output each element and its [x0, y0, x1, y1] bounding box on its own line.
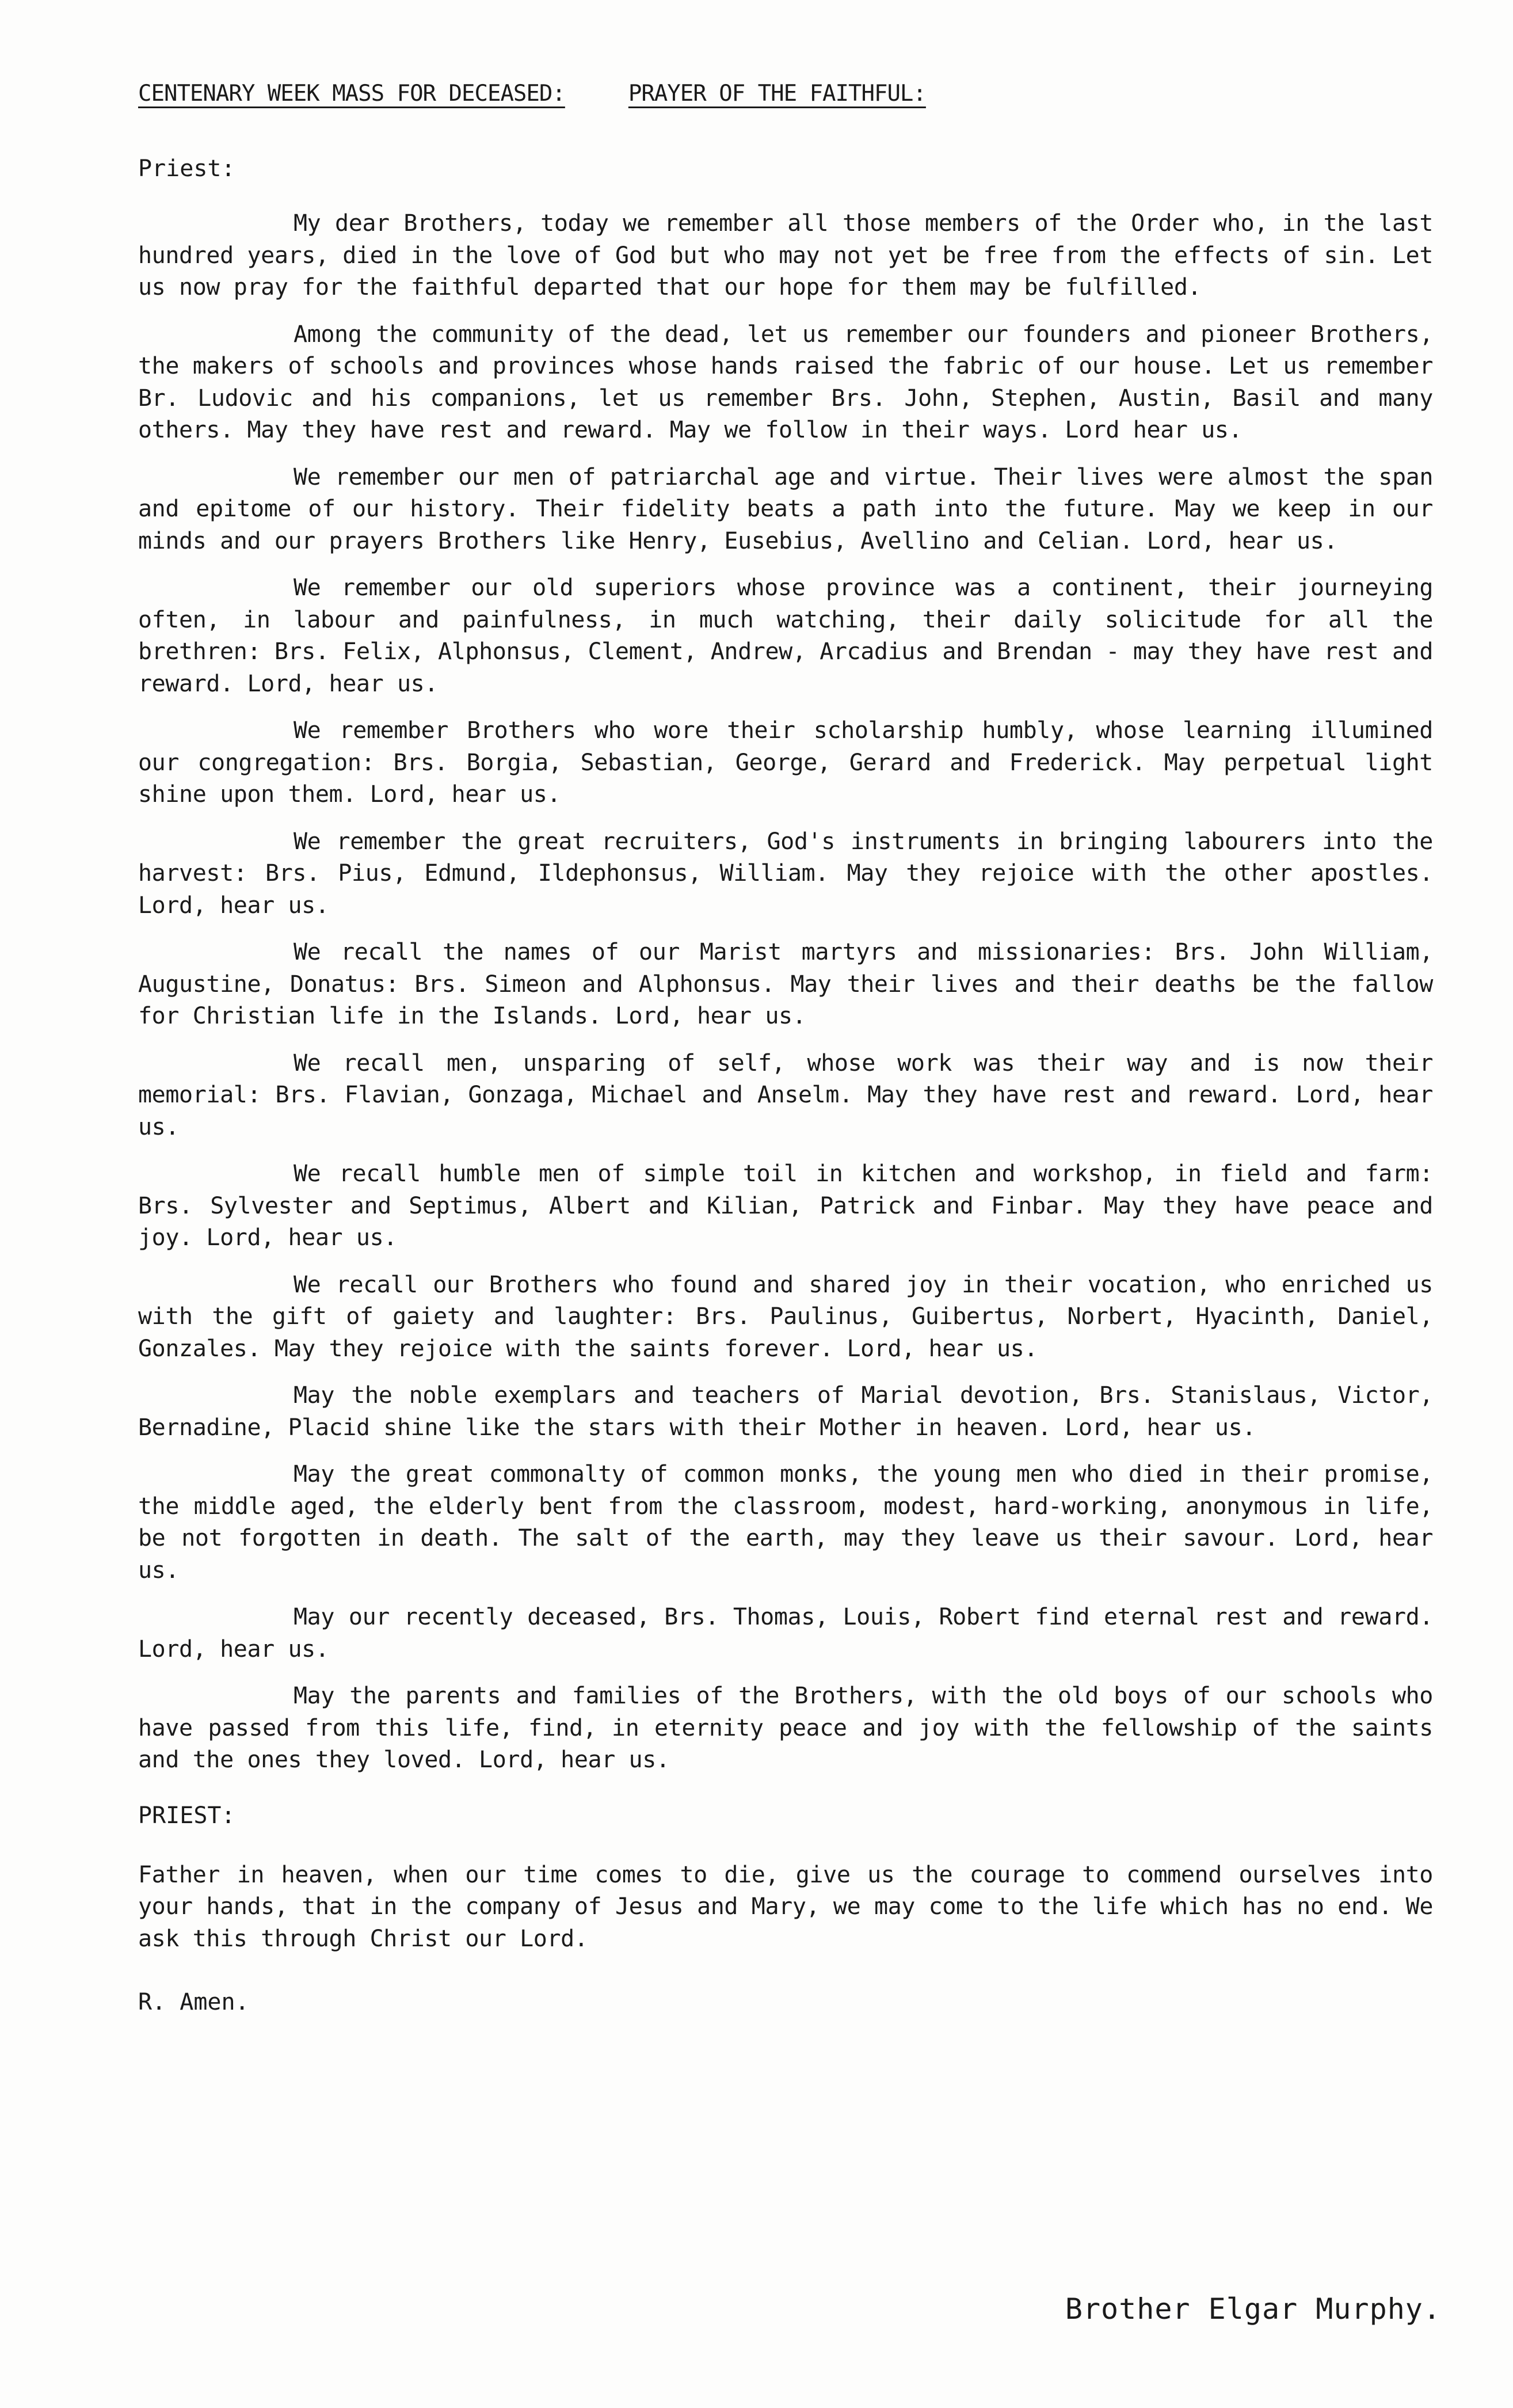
paragraph-martyrs: We recall the names of our Marist martyrs and missionaries: Brs. John William, Augustine, Donatus: Brs. Simeon and Alphonsus. May their lives and their deaths be the fallow for Christian life in the Islands. Lord, hear us. [138, 939, 1433, 1029]
paragraph-founders: Among the community of the dead, let us remember our founders and pioneer Brothers, the makers of schools and provinces whose hands raised the fabric of our house. Let us remember Br. Ludovic and his companions, let us remember Brs. John, Stephen, Austin, Basil and many others. May they have rest and reward. May we follow in their ways. Lord hear us. [138, 321, 1433, 443]
paragraph-recruiters: We remember the great recruiters, God's instruments in bringing labourers into the harvest: Brs. Pius, Edmund, Ildephonsus, William. May they rejoice with the other apostles. Lord, hear us. [138, 828, 1433, 919]
priest-label: Priest: [138, 155, 235, 182]
paragraph-common-monks: May the great commonalty of common monks, the young men who died in their promise, the middle aged, the elderly bent from the classroom, modest, hard-working, anonymous in life, be not forgotten in death. The salt of the earth, may they leave us their savour. Lord, hear us. [138, 1461, 1433, 1584]
paragraph-recently-deceased: May our recently deceased, Brs. Thomas, Louis, Robert find eternal rest and reward. Lord, hear us. [138, 1604, 1433, 1663]
paragraph-marial-devotion: May the noble exemplars and teachers of Marial devotion, Brs. Stanislaus, Victor, Bernadine, Placid shine like the stars with their Mother in heaven. Lord, hear us. [138, 1382, 1433, 1441]
paragraph-introduction: My dear Brothers, today we remember all those members of the Order who, in the last hundred years, died in the love of God but who may not yet be free from the effects of sin. Let us now pray for the faithful departed that our hope for them may be fulfilled. [138, 210, 1433, 300]
paragraph-joyful-brothers: We recall our Brothers who found and shared joy in their vocation, who enriched us with the gift of gaiety and laughter: Brs. Paulinus, Guibertus, Norbert, Hyacinth, Daniel, Gonzales. May they rejoice with the saints forever. Lord, hear us. [138, 1271, 1433, 1362]
paragraph-patriarchs: We remember our men of patriarchal age and virtue. Their lives were almost the span and epitome of our history. Their fidelity beats a path into the future. May we keep in our minds and our prayers Brothers like Henry, Eusebius, Avellino and Celian. Lord, hear us. [138, 463, 1433, 554]
paragraph-superiors: We remember our old superiors whose province was a continent, their journeying often, in labour and painfulness, in much watching, their daily solicitude for all the brethren: Brs. Felix, Alphonsus, Clement, Andrew, Arcadius and Brendan - may they have rest and reward. Lord, hear us. [138, 575, 1433, 697]
paragraph-workers: We recall men, unsparing of self, whose work was their way and is now their memorial: Brs. Flavian, Gonzaga, Michael and Anselm. May they have rest and reward. Lord, hear us. [138, 1049, 1433, 1140]
paragraph-humble-men: We recall humble men of simple toil in kitchen and workshop, in field and farm: Brs. Sylvester and Septimus, Albert and Kilian, Patrick and Finbar. May they have peace and joy. Lord, hear us. [138, 1161, 1433, 1251]
signature: Brother Elgar Murphy. [1065, 2292, 1441, 2326]
response-amen: R. Amen. [138, 1989, 249, 2015]
document-body [138, 81, 1433, 2018]
document-heading [138, 81, 1433, 106]
closing-prayer: Father in heaven, when our time comes to die, give us the courage to commend ourselves into your hands, that in the company of Jesus and Mary, we may come to the life which has no end. We ask this through Christ our Lord. [138, 1861, 1433, 1952]
heading-mass-title: CENTENARY WEEK MASS FOR DECEASED: [138, 81, 565, 106]
paragraph-scholars: We remember Brothers who wore their scholarship humbly, whose learning illumined our congregation: Brs. Borgia, Sebastian, George, Gerard and Frederick. May perpetual light shine upon them. Lord, hear us. [138, 717, 1433, 808]
priest-label-closing: PRIEST: [138, 1802, 235, 1829]
paragraph-families: May the parents and families of the Brothers, with the old boys of our schools who have passed from this life, find, in eternity peace and joy with the fellowship of the saints and the ones they loved. Lord, hear us. [138, 1683, 1433, 1773]
heading-prayer-title: PRAYER OF THE FAITHFUL: [628, 81, 926, 106]
